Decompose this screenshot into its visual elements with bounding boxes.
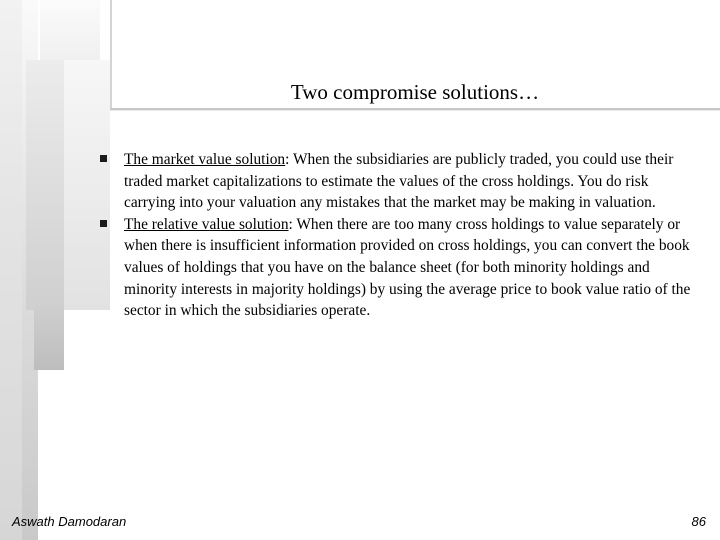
square-bullet-icon [100,220,107,227]
square-bullet-icon [100,155,107,162]
decorative-bar [26,60,64,310]
decorative-bar [34,305,64,370]
bullet-text: : When the subsidiaries are publicly traded, you could use their traded market capitalizations to estimate the values of the cross holdings. You do risk carrying into your valuation any mistakes that the market may be making in valuation. [124,151,674,212]
bullet-term: The relative value solution [124,215,289,233]
bullet-term: The market value solution [124,151,286,168]
bullet-text: : When there are too many cross holdings to value separately or when there is insufficient information provided on cross holdings, you can convert the book values of holdings that you have on the balance sheet (for both minority holdings and minority interests in majority holdings) by using the average price to book value ratio of the sector in which the subsidiaries operate. [124,215,691,320]
footer-author: Aswath Damodaran [12,514,127,529]
decorative-bar [40,0,100,60]
bullet-item [96,214,696,322]
decorative-bar [0,0,22,540]
bullet-item [96,149,696,214]
bullet-list [96,149,696,322]
slide-title: Two compromise solutions… [290,80,540,104]
page-number: 86 [691,514,706,529]
title-divider-horizontal [110,108,720,110]
